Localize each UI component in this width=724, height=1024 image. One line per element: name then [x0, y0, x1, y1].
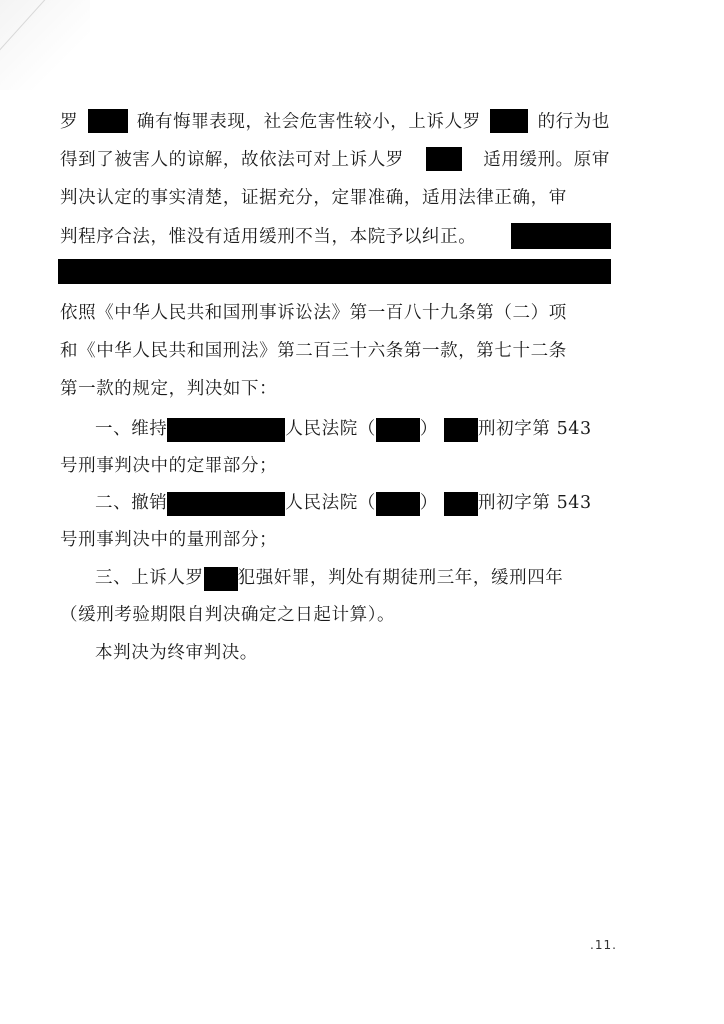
redaction-bar	[58, 259, 611, 284]
text-fragment: 犯强奸罪，判处有期徒刑三年，缓刑四年	[237, 568, 564, 588]
text-fragment: 二、撤销	[95, 493, 168, 513]
text-fragment: 的行为也	[537, 112, 610, 132]
text-fragment: 判程序合法，惟没有适用缓刑不当，本院予以纠正。	[60, 227, 477, 247]
folded-corner	[0, 0, 90, 90]
text-line	[60, 300, 610, 326]
text-fragment: 号刑事判决中的定罪部分；	[60, 456, 278, 476]
text-line	[60, 376, 277, 402]
redaction-box	[167, 418, 285, 442]
final-statement: 本判决为终审判决。	[95, 643, 258, 663]
text-fragment: 第一款的规定，判决如下：	[60, 379, 278, 399]
redaction-box	[444, 492, 478, 516]
text-fragment: 刑初字第 543	[478, 419, 592, 439]
text-fragment: ）	[419, 419, 439, 439]
redaction-box	[426, 147, 462, 171]
page-number: .11.	[590, 938, 617, 952]
text-line	[95, 416, 592, 442]
text-line	[60, 602, 395, 628]
redaction-box	[511, 223, 611, 249]
redaction-box	[444, 418, 478, 442]
text-fragment: 刑初字第 543	[478, 493, 592, 513]
text-fragment: 判决认定的事实清楚，证据充分，定罪准确，适用法律正确，审	[60, 188, 567, 208]
text-fragment: 得到了被害人的谅解，故依法可对上诉人罗	[60, 150, 404, 170]
text-fragment: 一、维持	[95, 419, 168, 439]
text-fragment: 依照《中华人民共和国刑事诉讼法》第一百八十九条第（二）项	[60, 303, 567, 323]
text-fragment: （缓刑考验期限自判决确定之日起计算）。	[60, 605, 396, 625]
redaction-box	[376, 492, 420, 516]
text-line	[60, 453, 277, 479]
redaction-box	[376, 418, 420, 442]
text-line	[60, 527, 277, 553]
redaction-box	[204, 567, 238, 591]
text-line	[95, 565, 563, 591]
redaction-box	[490, 109, 528, 133]
text-line	[60, 109, 610, 135]
text-fragment: 适用缓刑。原审	[483, 150, 610, 170]
text-line	[95, 490, 592, 516]
text-fragment: 号刑事判决中的量刑部分；	[60, 530, 278, 550]
text-fragment: 罗	[60, 112, 79, 132]
text-fragment: 人民法院（	[285, 493, 376, 513]
text-line	[60, 338, 610, 364]
text-line	[60, 147, 610, 173]
text-fragment: 确有悔罪表现，社会危害性较小，上诉人罗	[136, 112, 481, 132]
text-fragment: ）	[419, 493, 439, 513]
text-line	[95, 640, 258, 666]
text-line	[60, 185, 610, 211]
redaction-box	[88, 109, 128, 133]
redaction-box	[167, 492, 285, 516]
text-line	[60, 224, 476, 250]
text-fragment: 人民法院（	[285, 419, 376, 439]
text-fragment: 三、上诉人罗	[95, 568, 204, 588]
text-fragment: 和《中华人民共和国刑法》第二百三十六条第一款，第七十二条	[60, 341, 567, 361]
